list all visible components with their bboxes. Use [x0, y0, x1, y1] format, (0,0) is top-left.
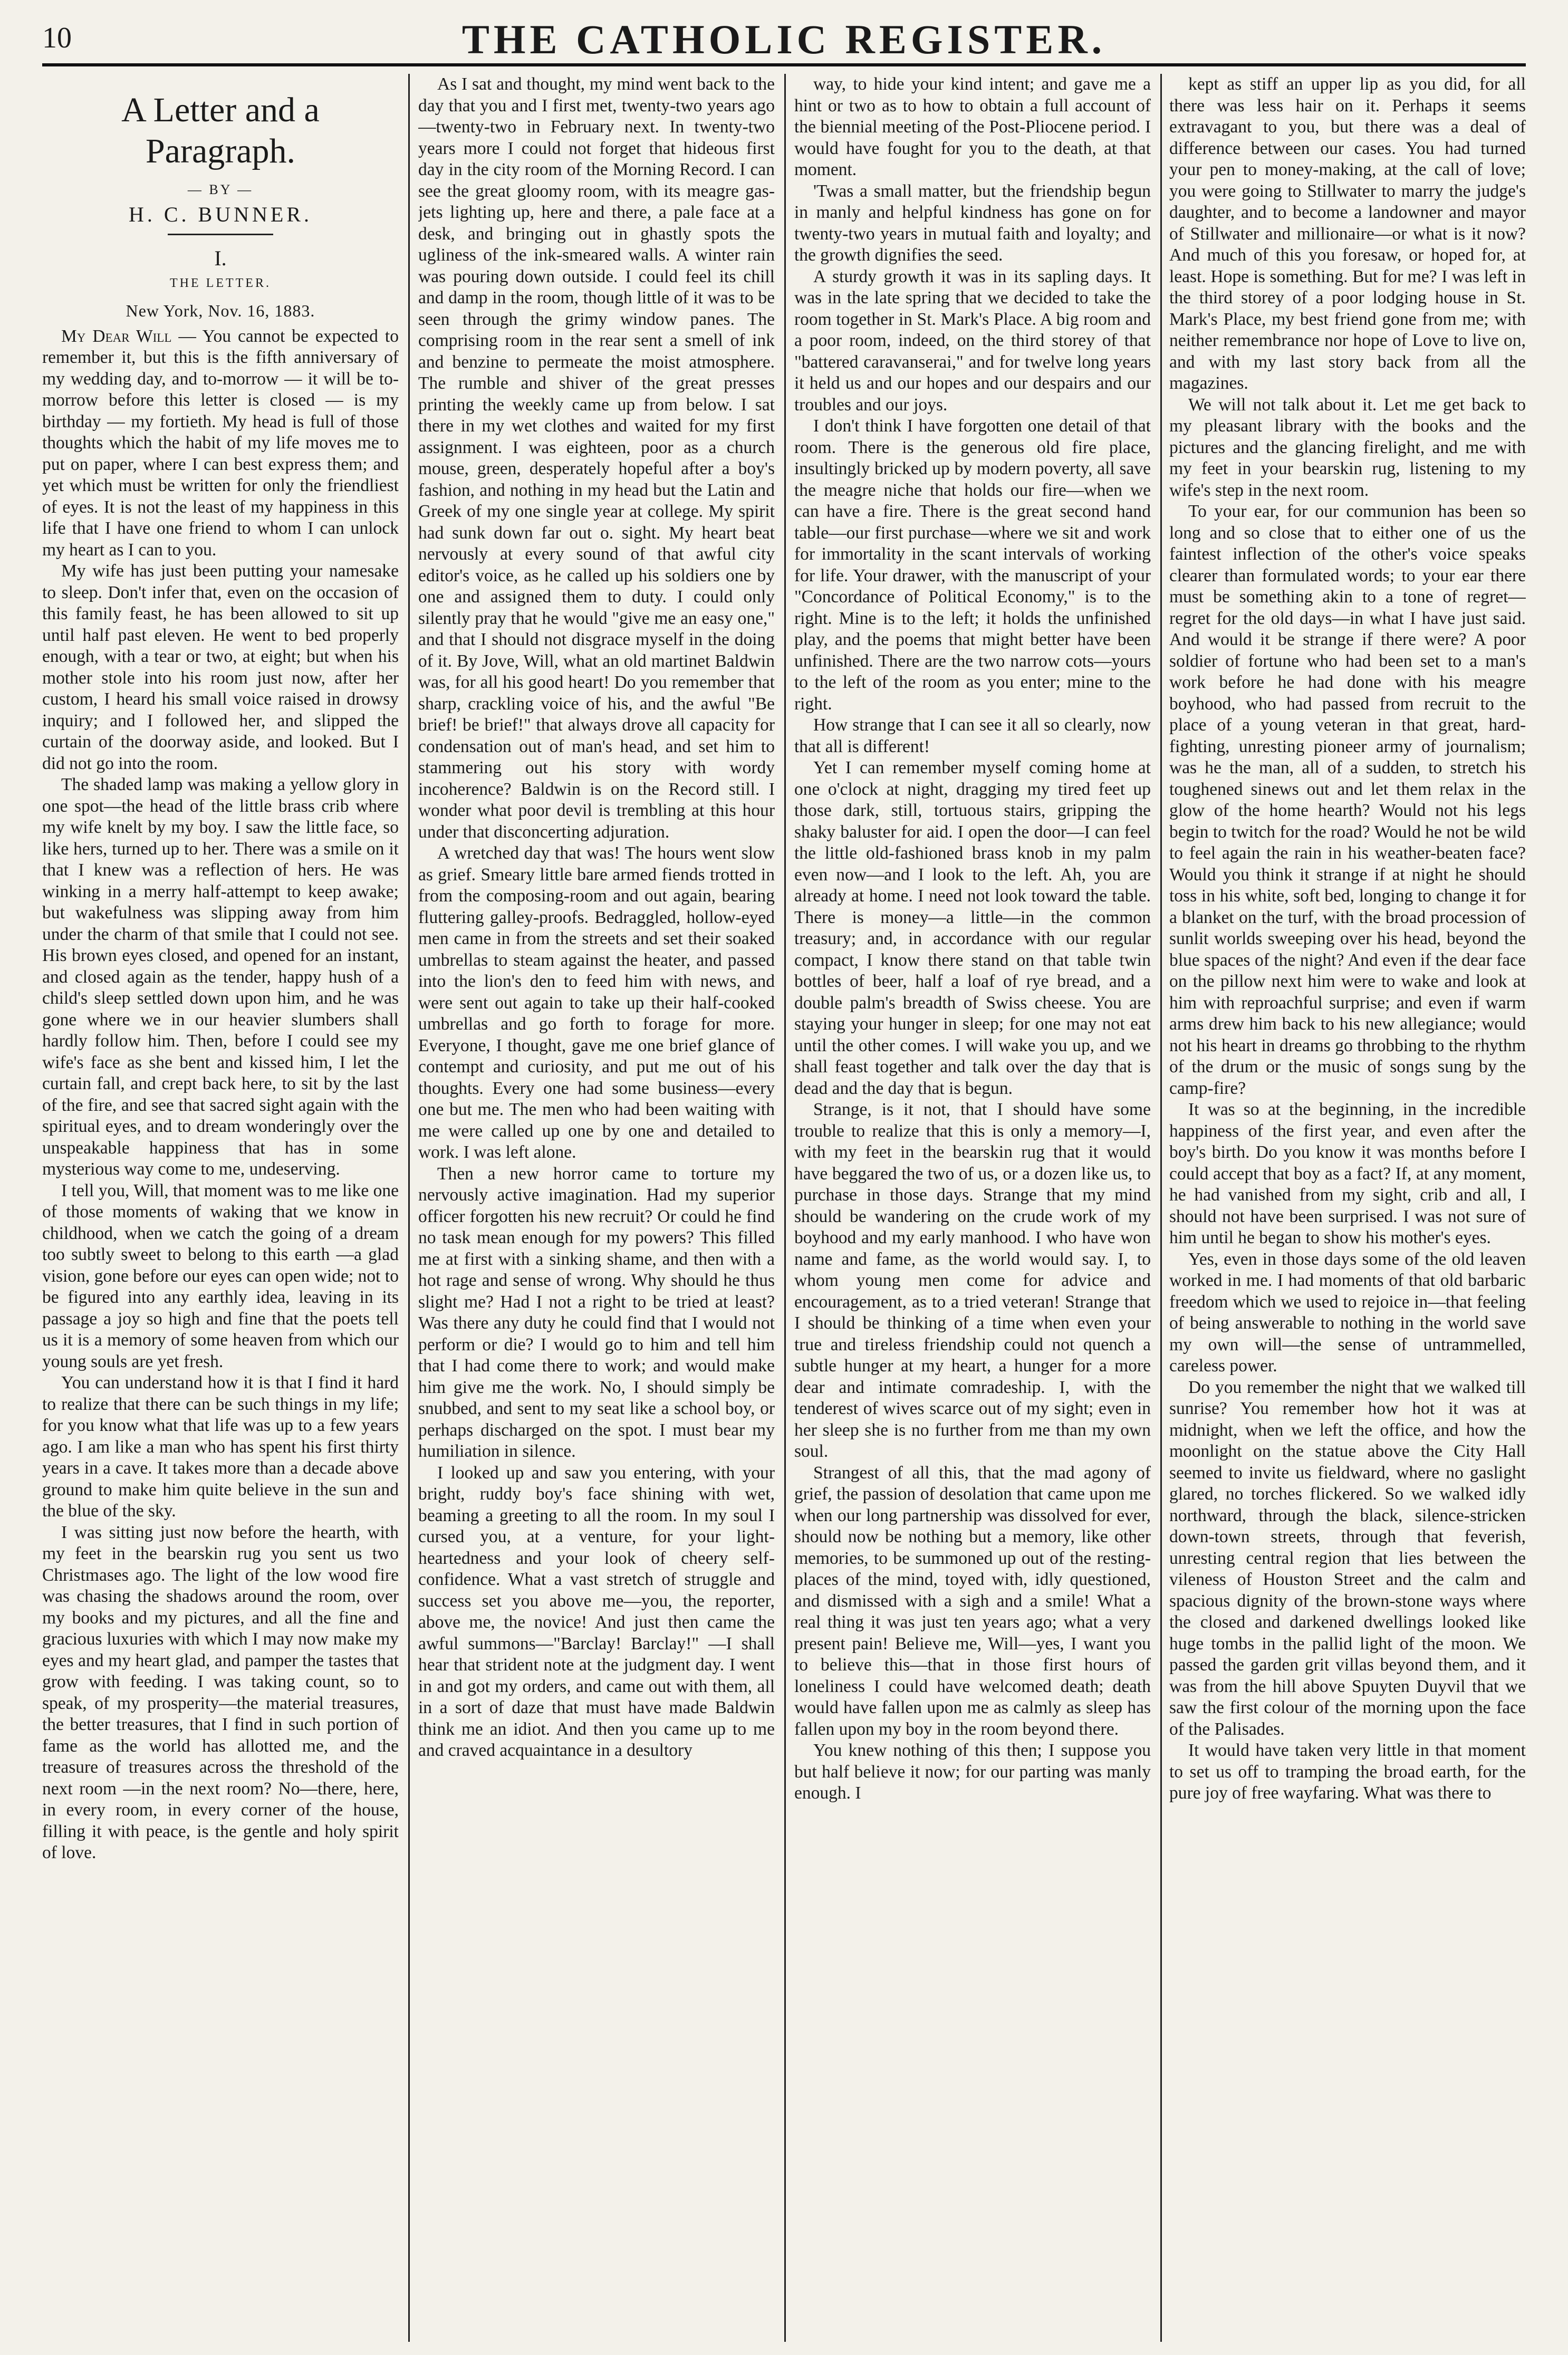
- header-rule: [42, 63, 1526, 66]
- paragraph: The shaded lamp was making a yellow glory in one spot—the head of the little brass crib where my wife knelt by my boy. I saw the little face, so like hers, turned up to her. There was a smile on it that I knew was a reflection of hers. He was winking in a merry half-attempt to keep awake; but wakefulness was slipping away from him under the charm of that smile that I could not see. His brown eyes closed, and opened for an instant, and closed again as the tender, happy hush of a child's sleep settled down upon him, and he was gone where we in our heavier slumbers shall hardly follow him. Then, before I could see my wife's face as she bent and kissed him, I let the curtain fall, and crept back here, to sit by the last of the fire, and see that sacred sight again with the spiritual eyes, and to dream wonderingly over the unspeakable happiness that has in some mysterious way come to me, undeserving.: [42, 775, 399, 1179]
- column-rule: [1160, 74, 1162, 2342]
- paragraph: [42, 326, 399, 561]
- paragraph: I was sitting just now before the hearth, with my feet in the bearskin rug you sent us two Christmases ago. The light of the low wood fire was chasing the shadows around the room, over my books and my pictures, and all the fine and gracious luxuries with which I may now make my eyes and my heart glad, and pamper the tastes that grow with feeding. I was taking count, so to speak, of my prosperity—the material treasures, the better treasures, that I find in such portion of fame as the world has allotted me, and the treasure of treasures across the threshold of the next room —in the next room? No—there, here, in every room, in every corner of the house, filling it with peace, is the gentle and holy spirit of love.: [42, 1522, 399, 1862]
- column-4: [1169, 74, 1526, 2342]
- letter-dateline: New York, Nov. 16, 1883.: [126, 301, 315, 320]
- column-2: [418, 74, 775, 2342]
- paragraph: Yet I can remember myself coming home at one o'clock at night, dragging my tired feet up those dark, still, tortuous stairs, gripping the shaky baluster for aid. I open the door—I can feel the little old-fashioned brass knob in my palm even now—and I look to the left. Ah, you are already at home. I need not look toward the table. There is money—a little—in the common treasury; and, in accordance with our regular compact, I know there stand on that table twin bottles of beer, half a loaf of rye bread, and a double palm's breadth of Swiss cheese. You are staying your hunger in sleep; for one may not eat until the other comes. I will wake you up, and we shall feast together and talk over the day that is dead and the day that is begun.: [794, 758, 1151, 1098]
- paragraph: 'Twas a small matter, but the friendship begun in manly and helpful kindness has gone on for twenty-two years in mutual faith and loyalty; and the growth dignifies the seed.: [794, 181, 1151, 265]
- paragraph: You knew nothing of this then; I suppose you but half believe it now; for our parting was manly enough. I: [794, 1741, 1151, 1803]
- column-rule: [408, 74, 410, 2342]
- page-header: [42, 16, 1526, 63]
- paragraph: To your ear, for our communion has been so long and so close that to either one of us the faintest inflection of the other's voice speaks clearer than formulated words; to your ear there must be something akin to a tone of regret—regret for the old days—in what I have just said. And would it be strange if there were? A poor soldier of fortune who had been set to a man's work before he had done with his meagre boyhood, who had passed from recruit to the place of a young veteran in that great, hard-fighting, unresting pioneer army of journalism; was he the man, all of a sudden, to stretch his toughened sinews out and let them relax in the glow of the home hearth? Would not his legs begin to twitch for the road? Would he not be wild to feel again the rain in his weather-beaten face? Would you think it strange if at night he should toss in his white, soft bed, longing to change it for a blanket on the turf, with the broad procession of sunlit worlds sweeping over his head, beyond the blue spaces of the night? And even if the dear face on the pillow next him were to wake and look at him with reproachful surprise; and even if warm arms drew him back to his new allegiance; would not his heart in dreams go throbbing to the rhythm of the drum or the music of songs sung by the camp-fire?: [1169, 502, 1526, 1098]
- paragraph: Strangest of all this, that the mad agony of grief, the passion of desolation that came upon me when our long partnership was dissolved for ever, should now be nothing but a memory, like other memories, to be summoned up out of the resting-places of the mind, toyed with, idly questioned, and dismissed with a sigh and a smile! What a real thing it was just ten years ago; what a very present pain! Believe me, Will—yes, I want you to believe this—that in those first hours of loneliness I could have welcomed death; death would have fallen upon me as calmly as sleep has fallen upon my boy in the room beyond there.: [794, 1463, 1151, 1739]
- paragraph: I looked up and saw you entering, with your bright, ruddy boy's face shining with wet, beaming a greeting to all the room. In my soul I cursed you, at a venture, for your light-heartedness and your look of cheery self-confidence. What a vast stretch of struggle and success set you above me—you, the reporter, above me, the novice! And just then came the awful summons—"Barclay! Barclay!" —I shall hear that strident note at the judgment day. I went in and got my orders, and came out with them, all in a sort of daze that must have made Baldwin think me an idiot. And then you came up to me and craved acquaintance in a desultory: [418, 1463, 775, 1760]
- paragraph: I tell you, Will, that moment was to me like one of those moments of waking that we know in childhood, when we catch the going of a dream too subtly sweet to belong to this earth —a glad vision, gone before our eyes can open wide; not to be figured into any earthly idea, leaving in its passage a joy so high and fine that the poets tell us it is a memory of some heaven from which our young souls are yet fresh.: [42, 1180, 399, 1371]
- paragraph: A wretched day that was! The hours went slow as grief. Smeary little bare armed fiends trotted in from the composing-room and out again, bearing fluttering galley-proofs. Bedraggled, hollow-eyed men came in from the streets and set their soaked umbrellas to steam against the heater, and passed into the lion's den to feed him with news, and were sent out again to take up their half-cooked umbrellas and go forth to forage for more. Everyone, I thought, gave me one brief glance of contempt and curiosity, and put me out of his thoughts. Every one had some business—every one but me. The men who had been waiting with me were called up one by one and detailed to work. I was left alone.: [418, 843, 775, 1162]
- section-title: THE LETTER.: [170, 276, 271, 290]
- paragraph: I don't think I have forgotten one detail of that room. There is the generous old fire place, insultingly bricked up by modern poverty, all save the meagre niche that holds our fire—when we can have a fire. There is the great second hand table—our first purchase—where we sit and work for immortality in the scant intervals of working for life. Your drawer, with the manuscript of your "Concordance of Political Economy," is to the right. Mine is to the left; it holds the unfinished play, and the poems that might better have been unfinished. There are the two narrow cots—yours to the left of the room as you enter; mine to the right.: [794, 416, 1151, 714]
- article-author: H. C. BUNNER.: [128, 202, 313, 226]
- paragraph: It was so at the beginning, in the incredible happiness of the first year, and even after the boy's birth. Do you know it was months before I could accept that boy as a fact? If, at any moment, he had vanished from my sight, crib and all, I should not have been surprised. I was not sure of him until he began to show his mother's eyes.: [1169, 1100, 1526, 1247]
- paragraph: A sturdy growth it was in its sapling days. It was in the late spring that we decided to take the room together in St. Mark's Place. A big room and a poor room, indeed, on the third storey of that "battered caravanserai," and for twelve long years it held us and our hopes and our despairs and our troubles and our joys.: [794, 266, 1151, 415]
- paragraph: We will not talk about it. Let me get back to my pleasant library with the books and the pictures and the glancing firelight, and me with my feet in your bearskin rug, listening to my wife's step in the next room.: [1169, 395, 1526, 500]
- paragraph: Yes, even in those days some of the old leaven worked in me. I had moments of that old barbaric freedom which we used to rejoice in—that feeling of being answerable to nothing in the world save my own will—the sense of untrammelled, careless power.: [1169, 1249, 1526, 1376]
- paragraph: Do you remember the night that we walked till sunrise? You remember how hot it was at midnight, when we left the office, and how the moonlight on the statue above the City Hall seemed to invite us fieldward, where no gaslight glared, no torches flickered. So we walked idly northward, through the black, silence-stricken down-town streets, through that feverish, unresting central region that lies between the vileness of Houston Street and the calm and spacious dignity of the brown-stone ways where the closed and darkened dwellings looked like huge tombs in the pallid light of the moon. We passed the garden grit villas beyond them, and it was from the hill above Spuyten Duyvil that we saw the first colour of the morning upon the face of the Palisades.: [1169, 1377, 1526, 1739]
- paragraph: As I sat and thought, my mind went back to the day that you and I first met, twenty-two years ago—twenty-two in February next. In twenty-two years more I could not forget that hideous first day in the city room of the Morning Record. I can see the great gloomy room, with its meagre gas-jets lighting up, here and there, a pale face at a desk, and bringing out in ghastly spots the ugliness of the ink-smeared walls. A winter rain was pouring down outside. I could feel its chill and damp in the room, though little of it was to be seen through the grimy window panes. The comprising room in the rear sent a smell of ink and benzine to permeate the moist atmosphere. The rumble and shiver of the great presses printing the weekly came up from below. I sat there in my wet clothes and waited for my first assignment. I was eighteen, poor as a church mouse, green, desperately hopeful after a boy's fashion, and nothing in my head but the Latin and Greek of my one single year at college. My spirit had sunk down far out o. sight. My heart beat nervously at every sound of that awful city editor's voice, as he called up his soldiers one by one and assigned them to duty. I could only silently pray that he would "give me an easy one," and that I should not disgrace myself in the doing of it. By Jove, Will, what an old martinet Baldwin was, for all his good heart! Do you remember that sharp, crackling voice of his, and the awful "Be brief! be brief!" that always drove all capacity for condensation out of man's head, and set him to stammering out his story with wordy incoherence? Baldwin is on the Record still. I wonder what poor devil is trembling at this hour under that disconcerting adjuration.: [418, 74, 775, 842]
- salutation: My Dear Will: [61, 326, 172, 346]
- paragraph-text: — You cannot be expected to remember it, but this is the fifth anniversary of my wedding day, and to-morrow — it will be to-morrow before this letter is closed — is my birthday — my fortieth. My head is full of those thoughts which the habit of my life moves me to put on paper, where I can best express them; and yet which must be written for only the friendliest of eyes. It is not the least of my happiness in this life that I have one friend to whom I can unlock my heart as I can to you.: [42, 326, 399, 560]
- paragraph: Strange, is it not, that I should have some trouble to realize that this is only a memory—I, with my feet in the bearskin rug that it would have beggared the two of us, or a dozen like us, to purchase in those days. Strange that my mind should be wandering on the crude work of my boyhood and my early manhood. I who have won name and fame, as the world would say. I, to whom young men come for advice and encouragement, as to a tried veteran! Strange that I should be thinking of a time when even your true and tireless friendship could not quench a subtle hunger at my heart, a hunger for a more dear and intimate comradeship. I, with the tenderest of wives scarce out of my sight; even in her sleep she is no further from me than my own soul.: [794, 1100, 1151, 1461]
- paragraph: Then a new horror came to torture my nervously active imagination. Had my superior officer forgotten his new recruit? Or could he find no task mean enough for my powers? This filled me at first with a sinking shame, and then with a hot rage and sense of wrong. Why should he thus slight me? Had I not a right to be tried at least? Was there any duty he could find that I would not perform or die? I would go to him and tell him that I had come there to work; and would make him give me the work. No, I should simply be snubbed, and sent to my seat like a school boy, or perhaps discharged on the spot. I must bear my humiliation in silence.: [418, 1164, 775, 1461]
- paragraph: My wife has just been putting your namesake to sleep. Don't infer that, even on the occasion of this family feast, he has been allowed to sit up until half past eleven. He went to bed properly enough, with a tear or two, at eight; but when his mother stole into his room just now, after her custom, I heard his small voice raised in drowsy inquiry; and I followed her, and slipped the curtain of the doorway aside, and looked. But I did not go into the room.: [42, 561, 399, 773]
- article-byline-label: — BY —: [187, 182, 254, 197]
- paragraph: It would have taken very little in that moment to set us off to tramping the broad earth, for the pure joy of free wayfaring. What was there to: [1169, 1741, 1526, 1803]
- newspaper-title: THE CATHOLIC REGISTER.: [461, 16, 1107, 62]
- paragraph: way, to hide your kind intent; and gave me a hint or two as to how to obtain a full account of the biennial meeting of the Post-Pliocene period. I would have fought for you to the death, at that moment.: [794, 74, 1151, 179]
- column-3: [794, 74, 1151, 2342]
- paragraph: How strange that I can see it all so clearly, now that all is different!: [794, 715, 1151, 756]
- column-1: [42, 74, 399, 2342]
- column-rule: [784, 74, 786, 2342]
- short-divider: [168, 234, 273, 235]
- paragraph: You can understand how it is that I find it hard to realize that there can be such things in my life; for you know what that life was up to a few years ago. I am like a man who has spent his first thirty years in a cave. It takes more than a decade above ground to make him quite believe in the sun and the blue of the sky.: [42, 1373, 399, 1521]
- section-number: I.: [214, 246, 227, 270]
- article-title: A Letter and a Paragraph.: [121, 91, 320, 170]
- page-number: 10: [42, 22, 72, 54]
- paragraph: kept as stiff an upper lip as you did, for all there was less hair on it. Perhaps it seems extravagant to you, but there was a deal of difference between our cases. You had turned your pen to money-making, at the call of love; you were going to Stillwater to marry the judge's daughter, and to become a landowner and mayor of Stillwater and millionaire—or what is it now? And much of this you foresaw, or hoped for, at least. Hope is something. But for me? I was left in the third storey of a poor lodging house in St. Mark's Place, my best friend gone from me; with neither remembrance nor hope of Love to live on, and with my last story back from all the magazines.: [1169, 74, 1526, 393]
- article-columns: [42, 74, 1526, 2342]
